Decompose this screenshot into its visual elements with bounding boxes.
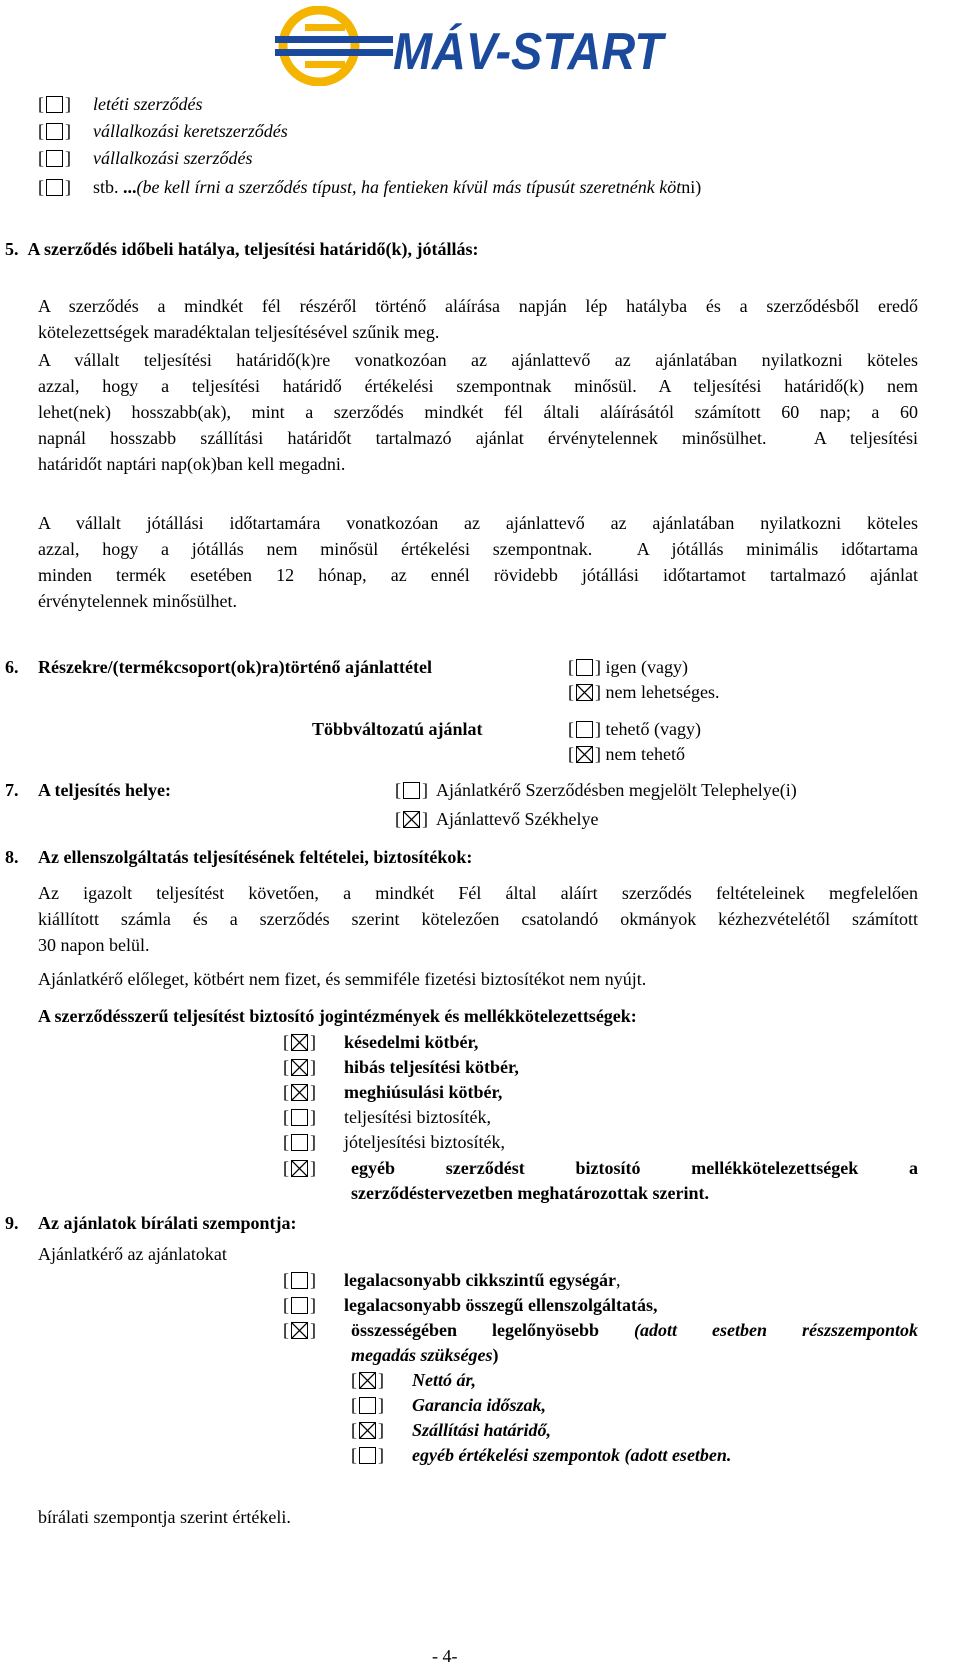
criteria-item[interactable]: [ ] [283,1320,316,1340]
sub-criteria-item[interactable]: [ ] Garancia időszak, [351,1395,547,1415]
checked-checkbox-icon[interactable] [576,746,593,763]
option-item[interactable]: [ ] Ajánlatkérő Szerződésben megjelölt Telephelye(i) [395,780,797,800]
text-line: kiállított számla és a szerződés szerint kötelezően csatolandó okmányok kézhezvételétől számított [38,909,918,929]
criteria-line [351,1319,918,1341]
checkbox-icon[interactable] [291,1134,308,1151]
option-label: Ajánlatkérő Szerződésben megjelölt Telephelye(i) [436,780,797,800]
criteria-tail: ) [492,1345,499,1365]
guarantee-label: hibás teljesítési kötbér, [344,1057,519,1077]
guarantee-item[interactable]: [ ] teljesítési biztosíték, [283,1107,491,1127]
criteria-italic-note: megadás szükséges [351,1345,493,1365]
option-item[interactable]: [ ] Ajánlattevő Székhelye [395,809,599,829]
section-8-paragraph-1 [38,880,918,958]
checkbox-icon[interactable] [576,659,593,676]
text-line: azzal, hogy a jótállás nem minősül értékelési szempontnak. A jótállás minimális időtartama [38,539,918,559]
contract-type-item[interactable]: [ ] stb. ...(be kell írni a szerződés típust, ha fentieken kívül más típusút szeretnénk kötni) [38,177,702,197]
section-8-number: 8. [5,847,19,867]
checkbox-icon[interactable] [291,1272,308,1289]
criteria-item[interactable]: [ ] legalacsonyabb cikkszintű egységár, [283,1270,621,1290]
section-5-paragraph-2 [38,347,918,477]
sub-criteria-item[interactable]: [ ] Nettó ár, [351,1370,477,1390]
sub-criteria-item[interactable]: [ ] Szállítási határidő, [351,1420,552,1440]
section-9-heading: Az ajánlatok bírálati szempontja: [38,1213,297,1233]
text-line: lehet(nek) hosszabb(ak), mint a szerződés mindkét fél általi aláírásától számított 60 nap; a 60 [38,402,918,422]
guarantee-item[interactable]: [ ] késedelmi kötbér, [283,1032,479,1052]
section-5-paragraph-1 [38,293,918,345]
option-item[interactable]: [ ] igen (vagy) [568,657,688,677]
guarantee-item[interactable]: [ ] meghiúsulási kötbér, [283,1082,503,1102]
text-line: A vállalt teljesítési határidő(k)re vonatkozóan az ajánlattevő az ajánlatában nyilatkozni köteles [38,350,918,370]
checked-checkbox-icon[interactable] [359,1422,376,1439]
contract-type-suffix: ni) [681,177,702,197]
checked-checkbox-icon[interactable] [576,684,593,701]
checked-checkbox-icon[interactable] [291,1160,308,1177]
text-line: 30 napon belül. [38,935,150,955]
text-line: érvénytelennek minősülhet. [38,591,237,611]
guarantee-label: teljesítési biztosíték, [344,1107,491,1127]
sub-criteria-label: Nettó ár, [412,1370,477,1390]
text-line: minden termék esetében 12 hónap, az ennél rövidebb jótállási időtartamot tartalmazó ajánlat [38,565,918,585]
contract-type-item[interactable]: [ ] vállalkozási keretszerződés [38,121,288,141]
guarantee-label: jóteljesítési biztosíték, [344,1132,505,1152]
checked-checkbox-icon[interactable] [291,1034,308,1051]
contract-type-label: vállalkozási szerződés [93,148,253,168]
contract-type-label: letéti szerződés [93,94,203,114]
checkbox-icon[interactable] [291,1109,308,1126]
guarantee-label: késedelmi kötbér, [344,1032,479,1052]
criteria-label: összességében legelőnyösebb [351,1320,599,1340]
guarantee-item[interactable]: [ ] [283,1158,316,1178]
guarantee-label: meghiúsulási kötbér, [344,1082,503,1102]
checked-checkbox-icon[interactable] [291,1322,308,1339]
option-label: tehető (vagy) [605,719,701,739]
section-8-heading: Az ellenszolgáltatás teljesítésének feltételei, biztosítékok: [38,847,473,867]
option-label: nem tehető [605,744,685,764]
checked-checkbox-icon[interactable] [291,1059,308,1076]
contract-type-prefix: stb. [93,177,124,197]
option-item[interactable]: [ ] nem lehetséges. [568,682,720,702]
logo-text: MÁV-START [393,23,667,81]
guarantee-item[interactable]: [ ] hibás teljesítési kötbér, [283,1057,519,1077]
criteria-tail: , [616,1270,621,1290]
sub-criteria-item[interactable]: [ ] egyéb értékelési szempontok (adott esetben. [351,1445,732,1465]
option-item[interactable]: [ ] tehető (vagy) [568,719,701,739]
contract-type-label: vállalkozási keretszerződés [93,121,288,141]
criteria-label: legalacsonyabb összegű ellenszolgáltatás, [344,1295,658,1315]
checkbox-icon[interactable] [46,150,63,167]
guarantee-label-continued: szerződéstervezetben meghatározottak szerint. [351,1183,710,1203]
text-line: A vállalt jótállási időtartamára vonatkozóan az ajánlattevő az ajánlatában nyilatkozni köteles [38,513,918,533]
checked-checkbox-icon[interactable] [403,811,420,828]
checkbox-icon[interactable] [403,782,420,799]
guarantee-heading: A szerződésszerű teljesítést biztosító jogintézmények és mellékkötelezettségek: [38,1006,637,1026]
option-label: Ajánlattevő Székhelye [436,809,599,829]
text-line: kötelezettségek maradéktalan teljesítésével szűnik meg. [38,322,440,342]
contract-type-item[interactable]: [ ] vállalkozási szerződés [38,148,253,168]
checked-checkbox-icon[interactable] [291,1084,308,1101]
checkbox-icon[interactable] [359,1397,376,1414]
section-6-subheading: Többváltozatú ajánlat [312,719,483,739]
checked-checkbox-icon[interactable] [359,1372,376,1389]
guarantee-item[interactable]: [ ] jóteljesítési biztosíték, [283,1132,505,1152]
section-8-paragraph-2: Ajánlatkérő előleget, kötbért nem fizet, és semmiféle fizetési biztosítékot nem nyújt. [38,969,647,989]
guarantee-label: egyéb szerződést biztosító mellékkötelezettségek a [351,1158,918,1178]
text-line: Az igazolt teljesítést követően, a mindkét Fél által aláírt szerződés feltételeinek megfelelően [38,883,918,903]
option-label: igen (vagy) [605,657,688,677]
page-number: - 4- [432,1646,458,1666]
section-9-closing: bírálati szempontja szerint értékeli. [38,1507,291,1527]
mav-start-logo [275,6,675,86]
criteria-line-continued [351,1344,499,1366]
checkbox-icon[interactable] [359,1447,376,1464]
criteria-item[interactable]: [ ] legalacsonyabb összegű ellenszolgáltatás, [283,1295,658,1315]
sub-criteria-label: Garancia időszak, [412,1395,547,1415]
contract-type-item[interactable]: [ ] letéti szerződés [38,94,203,114]
section-6-number: 6. [5,657,19,677]
section-9-intro: Ajánlatkérő az ajánlatokat [38,1244,227,1264]
option-label: nem lehetséges. [605,682,720,702]
text-line: napnál hosszabb szállítási határidőt tartalmazó ajánlat érvénytelennek minősülhet. A teljesítési [38,428,918,448]
section-7-heading: A teljesítés helye: [38,780,171,800]
checkbox-icon[interactable] [576,721,593,738]
section-7-number: 7. [5,780,19,800]
sub-criteria-label: Szállítási határidő, [412,1420,552,1440]
checkbox-icon[interactable] [46,179,63,196]
section-9-number: 9. [5,1213,19,1233]
sub-criteria-label: egyéb értékelési szempontok (adott esetben. [412,1445,732,1465]
option-item[interactable]: [ ] nem tehető [568,744,685,764]
section-6-heading: Részekre/(termékcsoport(ok)ra)történő ajánlattétel [38,657,433,677]
text-line: határidőt naptári nap(ok)ban kell megadni. [38,454,346,474]
section-5-paragraph-3 [38,510,918,614]
checkbox-icon[interactable] [46,96,63,113]
checkbox-icon[interactable] [46,123,63,140]
section-5-heading: 5. A szerződés időbeli hatálya, teljesítési határidő(k), jótállás: [5,239,479,259]
criteria-label: legalacsonyabb cikkszintű egységár [344,1270,617,1290]
checkbox-icon[interactable] [291,1297,308,1314]
logo-emblem-icon [275,10,393,82]
text-line: A szerződés a mindkét fél részéről történő aláírása napján lép hatályba és a szerződésből eredő [38,296,918,316]
text-line: azzal, hogy a teljesítési határidő értékelési szempontnak minősül. A teljesítési határidő(k) nem [38,376,918,396]
contract-type-label-visible: (be kell írni a szerződés típust, ha fentieken kívül más típusút szeretnénk köt [136,177,682,197]
criteria-italic-note: (adott esetben részszempontok [634,1320,918,1340]
